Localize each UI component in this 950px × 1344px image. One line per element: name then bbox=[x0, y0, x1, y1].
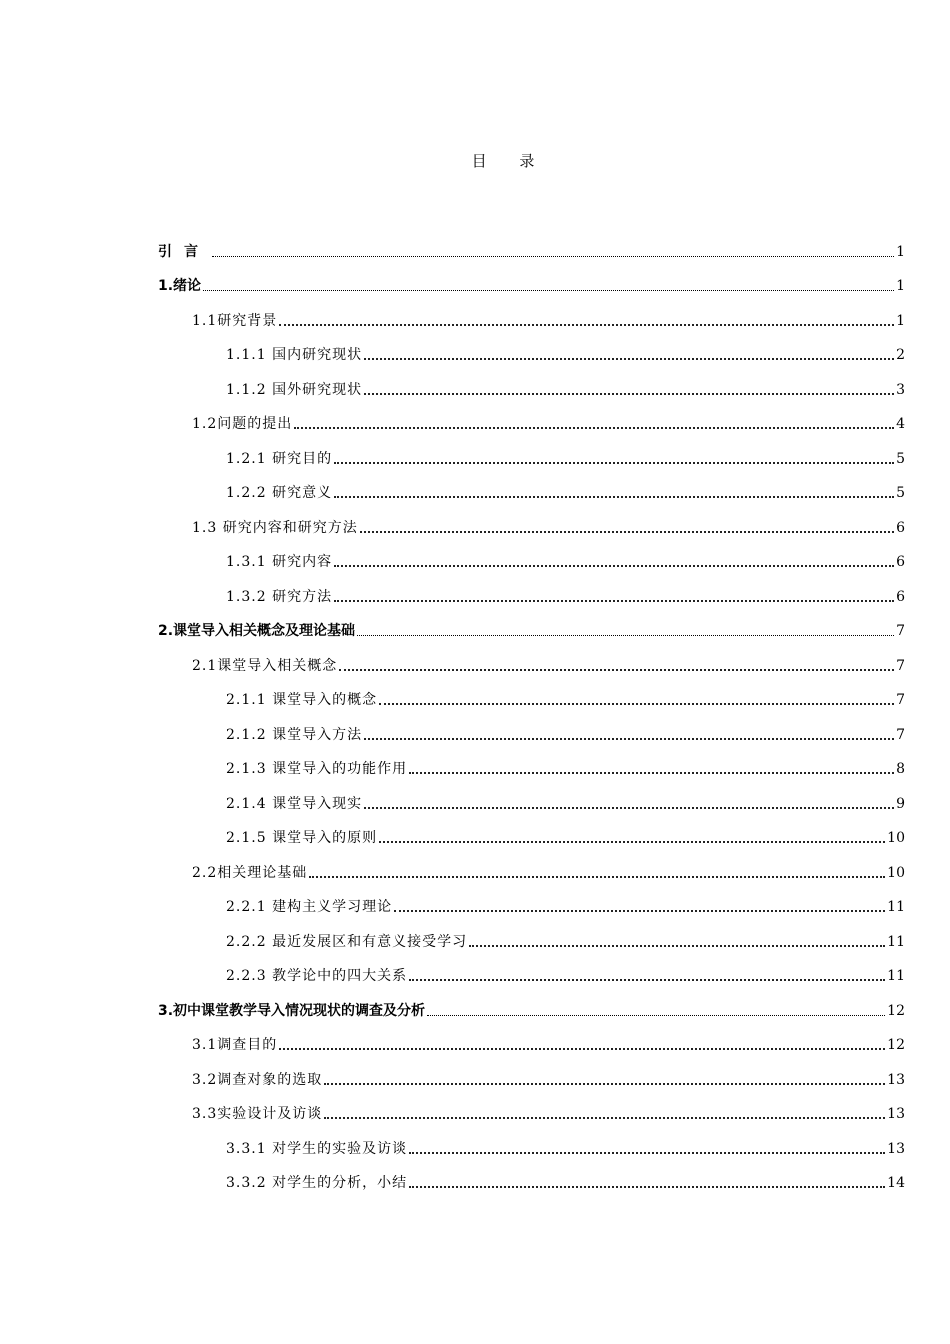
toc-entry[interactable] bbox=[158, 1164, 905, 1199]
toc-page-number: 5 bbox=[896, 450, 905, 467]
dot-leader bbox=[279, 1047, 885, 1050]
dot-leader bbox=[379, 702, 894, 705]
toc-entry-title: 2.1.3 课堂导入的功能作用 bbox=[226, 761, 408, 777]
toc-entry[interactable] bbox=[158, 646, 905, 681]
toc-page-number: 8 bbox=[896, 761, 905, 777]
toc-page-number: 7 bbox=[896, 726, 905, 743]
toc-entry[interactable] bbox=[158, 336, 905, 371]
dot-leader bbox=[427, 1014, 885, 1016]
toc-entry[interactable] bbox=[158, 577, 905, 612]
toc-page-number: 12 bbox=[887, 1037, 905, 1053]
toc-entry-title: 3.3.2 对学生的分析，小结 bbox=[226, 1175, 408, 1191]
toc-page-number: 6 bbox=[896, 588, 905, 605]
dot-leader bbox=[294, 426, 894, 429]
dot-leader bbox=[364, 806, 894, 809]
toc-entry[interactable] bbox=[158, 405, 905, 440]
toc-entry-title: 2.1.4 课堂导入现实 bbox=[226, 795, 363, 812]
toc-entry-title: 1.绪论 bbox=[158, 278, 202, 294]
toc-page-number: 13 bbox=[887, 1071, 905, 1088]
toc-entry[interactable] bbox=[158, 1129, 905, 1164]
toc-entry-title: 1.1研究背景 bbox=[192, 312, 278, 329]
dot-leader bbox=[324, 1082, 885, 1085]
toc-entry[interactable] bbox=[158, 681, 905, 716]
toc-page-number: 10 bbox=[887, 830, 905, 846]
page-title: 目 录 bbox=[471, 152, 549, 170]
toc-entry[interactable] bbox=[158, 1026, 905, 1061]
toc-entry-title: 2.1课堂导入相关概念 bbox=[192, 657, 338, 674]
toc-page-number: 1 bbox=[896, 243, 905, 260]
toc-page-number: 11 bbox=[887, 899, 905, 915]
toc-entry[interactable] bbox=[158, 1095, 905, 1130]
toc-entry[interactable] bbox=[158, 474, 905, 509]
toc-page-number: 9 bbox=[896, 795, 905, 812]
toc-page-number: 1 bbox=[896, 312, 905, 329]
toc-page-number: 14 bbox=[887, 1175, 905, 1191]
toc-entry-title: 2.课堂导入相关概念及理论基础 bbox=[158, 623, 356, 639]
toc-page-number: 10 bbox=[887, 864, 905, 881]
toc-page-number: 7 bbox=[896, 692, 905, 708]
dot-leader bbox=[203, 289, 894, 291]
dot-leader bbox=[360, 530, 894, 533]
toc-entry-title: 2.2相关理论基础 bbox=[192, 864, 308, 881]
dot-leader bbox=[309, 875, 885, 878]
toc-entry[interactable] bbox=[158, 267, 905, 302]
dot-leader bbox=[334, 461, 894, 464]
toc-entry[interactable] bbox=[158, 370, 905, 405]
dot-leader bbox=[334, 564, 894, 567]
toc-page-number: 12 bbox=[887, 1002, 905, 1019]
toc-page-number: 13 bbox=[887, 1140, 905, 1157]
toc-entry-title: 1.1.2 国外研究现状 bbox=[226, 381, 363, 398]
toc-page-number: 2 bbox=[896, 347, 905, 363]
toc-entry[interactable] bbox=[158, 784, 905, 819]
toc-entry[interactable] bbox=[158, 543, 905, 578]
toc-entry[interactable] bbox=[158, 819, 905, 854]
toc-page-number: 11 bbox=[887, 968, 905, 984]
toc-entry[interactable] bbox=[158, 991, 905, 1026]
dot-leader bbox=[364, 392, 894, 395]
dot-leader bbox=[334, 495, 894, 498]
toc-entry-title: 2.1.1 课堂导入的概念 bbox=[226, 692, 378, 708]
toc-page-number: 4 bbox=[896, 416, 905, 432]
toc-entry-title: 2.1.2 课堂导入方法 bbox=[226, 726, 363, 743]
toc-page-number: 3 bbox=[896, 381, 905, 398]
toc-entry-title: 1.2.2 研究意义 bbox=[226, 485, 333, 501]
toc-page-number: 5 bbox=[896, 485, 905, 501]
toc-entry-title: 1.2.1 研究目的 bbox=[226, 450, 333, 467]
toc-entry[interactable] bbox=[158, 1060, 905, 1095]
dot-leader bbox=[364, 357, 894, 360]
dot-leader bbox=[364, 737, 894, 740]
toc-page-number: 11 bbox=[887, 933, 905, 950]
dot-leader bbox=[379, 840, 885, 843]
toc-page-number: 7 bbox=[896, 623, 905, 639]
toc-entry[interactable] bbox=[158, 750, 905, 785]
toc-entry-title: 2.1.5 课堂导入的原则 bbox=[226, 830, 378, 846]
toc-entry-title: 1.3 研究内容和研究方法 bbox=[192, 519, 358, 536]
toc-entry[interactable] bbox=[158, 439, 905, 474]
toc-entry[interactable] bbox=[158, 301, 905, 336]
toc-entry-title: 1.3.2 研究方法 bbox=[226, 588, 333, 605]
dot-leader bbox=[334, 599, 894, 602]
toc-entry-title: 2.2.3 教学论中的四大关系 bbox=[226, 968, 408, 984]
toc-entry-title: 2.2.2 最近发展区和有意义接受学习 bbox=[226, 933, 468, 950]
toc-entry[interactable] bbox=[158, 957, 905, 992]
toc-page-number: 6 bbox=[896, 554, 905, 570]
toc-entry-title: 1.3.1 研究内容 bbox=[226, 554, 333, 570]
dot-leader bbox=[339, 668, 894, 671]
dot-leader bbox=[409, 1185, 885, 1188]
dot-leader bbox=[324, 1116, 885, 1119]
toc-entry-title: 1.2问题的提出 bbox=[192, 416, 293, 432]
table-of-contents bbox=[158, 232, 905, 1198]
toc-entry-title: 引言 bbox=[158, 243, 210, 260]
dot-leader bbox=[469, 944, 885, 947]
dot-leader bbox=[409, 1151, 885, 1154]
toc-page-number: 6 bbox=[896, 519, 905, 536]
dot-leader bbox=[409, 978, 885, 981]
toc-entry-title: 3.1调查目的 bbox=[192, 1037, 278, 1053]
toc-entry[interactable] bbox=[158, 853, 905, 888]
toc-entry[interactable] bbox=[158, 922, 905, 957]
toc-entry-title: 3.3实验设计及访谈 bbox=[192, 1106, 323, 1122]
dot-leader bbox=[279, 323, 894, 326]
toc-page-number: 13 bbox=[887, 1106, 905, 1122]
toc-entry[interactable] bbox=[158, 232, 905, 267]
dot-leader bbox=[212, 255, 894, 257]
toc-entry[interactable] bbox=[158, 612, 905, 647]
toc-entry[interactable] bbox=[158, 508, 905, 543]
toc-entry-title: 2.2.1 建构主义学习理论 bbox=[226, 899, 393, 915]
toc-entry[interactable] bbox=[158, 715, 905, 750]
toc-entry[interactable] bbox=[158, 888, 905, 923]
toc-entry-title: 3.2调查对象的选取 bbox=[192, 1071, 323, 1088]
toc-page-number: 7 bbox=[896, 657, 905, 674]
dot-leader bbox=[409, 771, 894, 774]
dot-leader bbox=[357, 634, 894, 636]
toc-entry-title: 3.初中课堂教学导入情况现状的调查及分析 bbox=[158, 1002, 426, 1019]
dot-leader bbox=[394, 909, 885, 912]
toc-page-number: 1 bbox=[896, 278, 905, 294]
toc-entry-title: 3.3.1 对学生的实验及访谈 bbox=[226, 1140, 408, 1157]
toc-entry-title: 1.1.1 国内研究现状 bbox=[226, 347, 363, 363]
